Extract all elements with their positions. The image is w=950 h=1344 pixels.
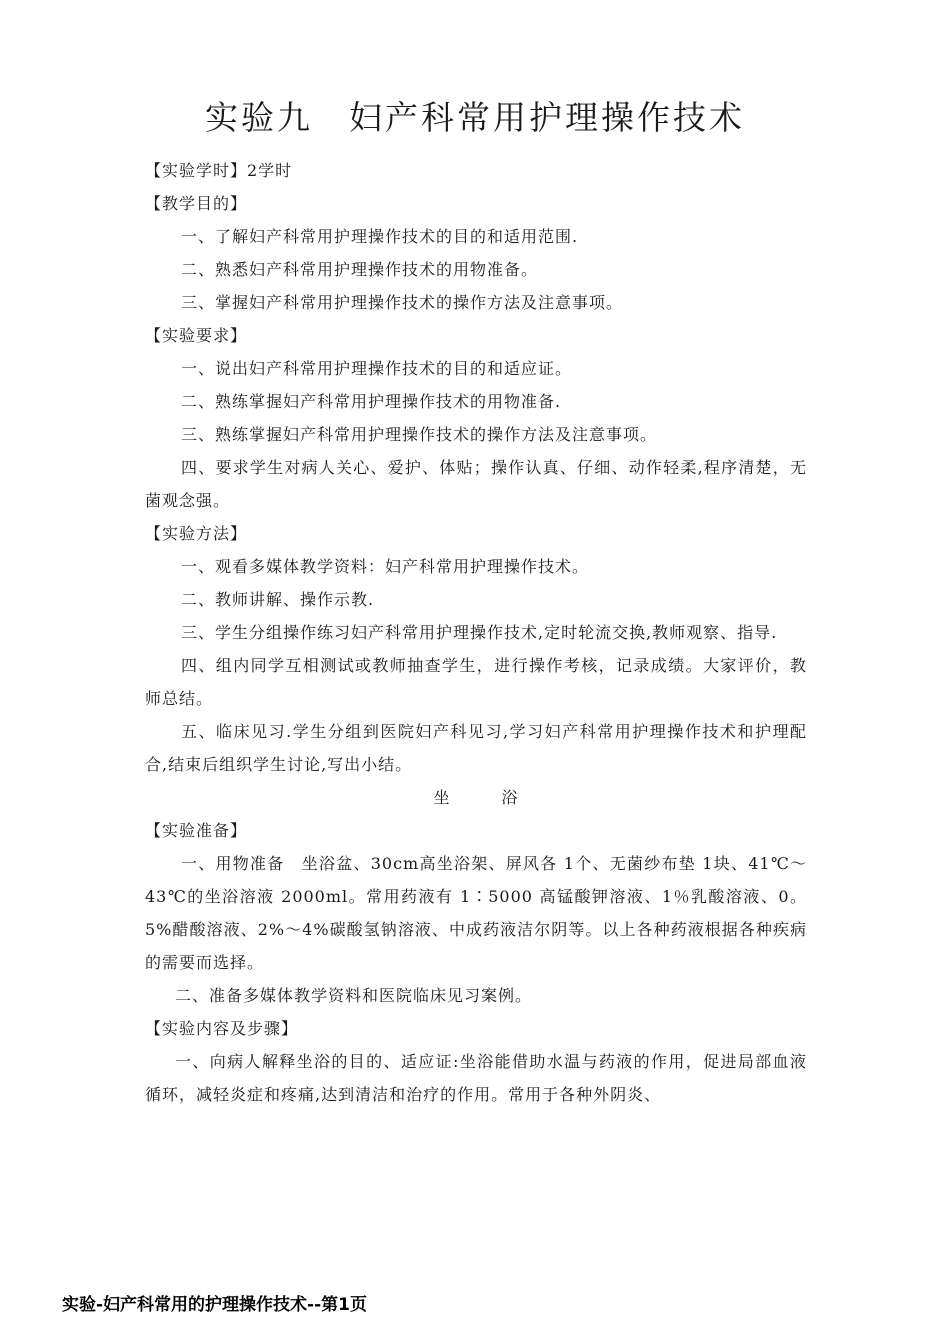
requirement-item: 四、要求学生对病人关心、爱护、体贴；操作认真、仔细、动作轻柔,程序清楚，无菌观念强。 xyxy=(145,458,807,510)
requirement-item: 一、说出妇产科常用护理操作技术的目的和适应证。 xyxy=(181,359,573,378)
prep-item: 一、用物准备 坐浴盆、30cm高坐浴架、屏风各 1个、无菌纱布垫 1块、41℃～43℃的坐浴溶液 2000ml。常用药液有 1∶5000 高锰酸钾溶液、1％乳酸溶液、0。5%醋酸溶液、2%～4%碳酸氢钠溶液、中成药液洁尔阴等。以上各种药液根据各种疾病的需要而选择。 xyxy=(145,854,807,972)
goal-item: 三、掌握妇产科常用护理操作技术的操作方法及注意事项。 xyxy=(181,293,624,312)
steps-heading: 【实验内容及步骤】 xyxy=(145,1019,299,1038)
requirements-heading: 【实验要求】 xyxy=(145,326,248,345)
goals-heading: 【教学目的】 xyxy=(145,194,248,213)
requirement-item: 三、熟练掌握妇产科常用护理操作技术的操作方法及注意事项。 xyxy=(181,425,658,444)
step-item: 一、向病人解释坐浴的目的、适应证:坐浴能借助水温与药液的作用，促进局部血液循环，减轻炎症和疼痛,达到清洁和治疗的作用。常用于各种外阴炎、 xyxy=(145,1052,807,1104)
requirement-item: 二、熟练掌握妇产科常用护理操作技术的用物准备. xyxy=(181,392,562,411)
method-item: 一、观看多媒体教学资料：妇产科常用护理操作技术。 xyxy=(181,557,590,576)
prep-heading: 【实验准备】 xyxy=(145,821,248,840)
prep-item: 二、准备多媒体教学资料和医院临床见习案例。 xyxy=(175,986,533,1005)
goal-item: 一、了解妇产科常用护理操作技术的目的和适用范围. xyxy=(181,227,579,246)
method-item: 三、学生分组操作练习妇产科常用护理操作技术,定时轮流交换,教师观察、指导. xyxy=(181,623,778,642)
method-item: 二、教师讲解、操作示教. xyxy=(181,590,375,609)
methods-heading: 【实验方法】 xyxy=(145,524,248,543)
method-item: 四、组内同学互相测试或教师抽查学生，进行操作考核，记录成绩。大家评价，教师总结。 xyxy=(145,656,807,708)
goal-item: 二、熟悉妇产科常用护理操作技术的用物准备。 xyxy=(181,260,539,279)
page-footer: 实验-妇产科常用的护理操作技术--第1页 xyxy=(62,1295,367,1315)
sitz-bath-title: 坐 浴 xyxy=(433,788,519,807)
document-title: 实验九 妇产科常用护理操作技术 xyxy=(205,98,745,137)
hours-line: 【实验学时】2学时 xyxy=(145,161,293,180)
method-item: 五、临床见习.学生分组到医院妇产科见习,学习妇产科常用护理操作技术和护理配合,结束后组织学生讨论,写出小结。 xyxy=(145,722,807,774)
document-body xyxy=(145,154,807,1111)
